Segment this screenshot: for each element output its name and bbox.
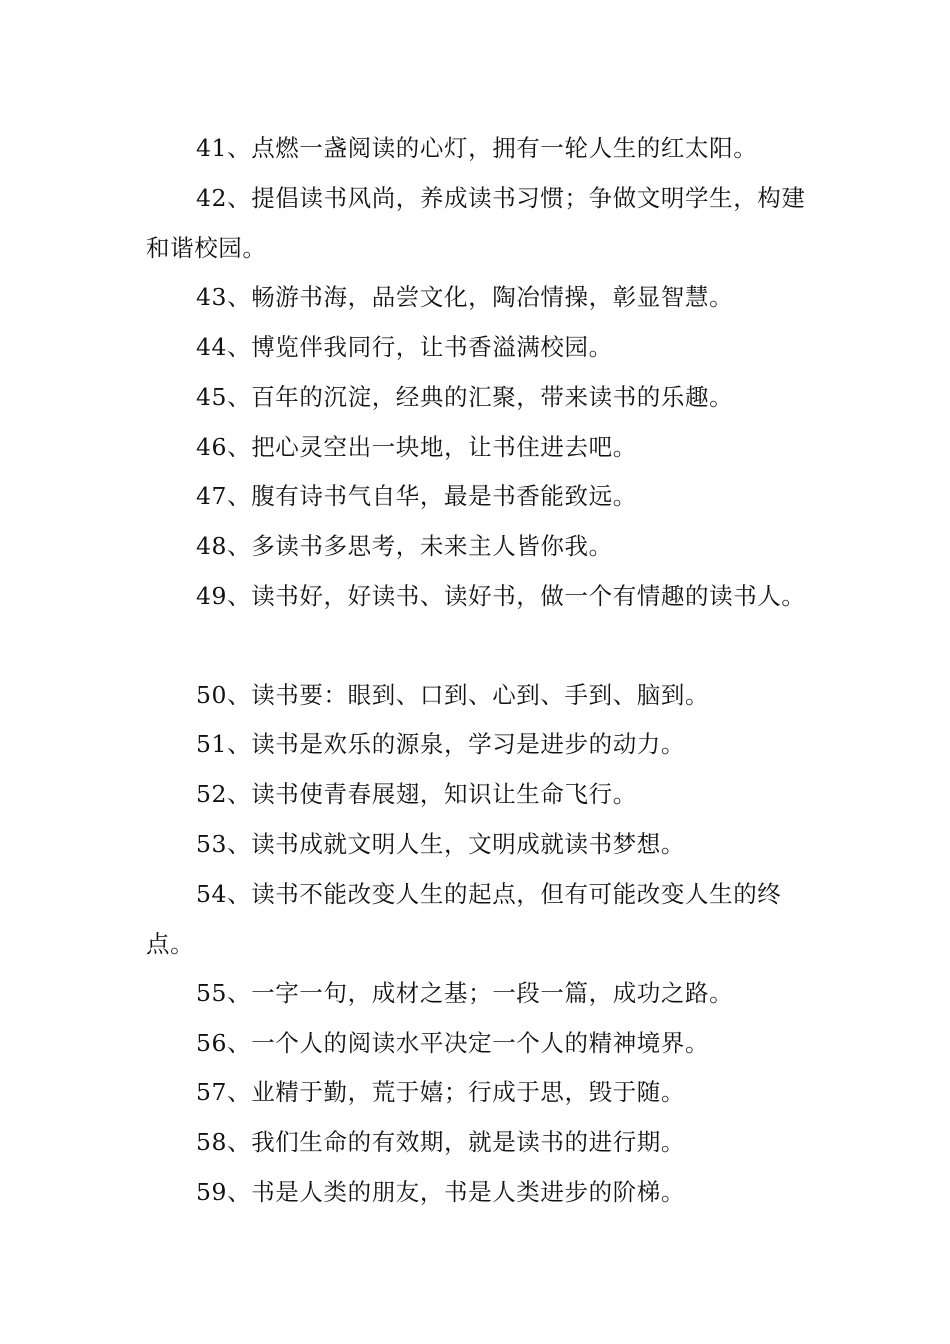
list-item: 47、腹有诗书气自华，最是书香能致远。: [196, 482, 637, 510]
list-item: 45、百年的沉淀，经典的汇聚，带来读书的乐趣。: [196, 383, 734, 411]
list-item: 50、读书要：眼到、口到、心到、手到、脑到。: [196, 681, 710, 709]
list-item: 55、一字一句，成材之基；一段一篇，成功之路。: [196, 979, 734, 1007]
list-item: 57、业精于勤，荒于嬉；行成于思，毁于随。: [196, 1078, 686, 1106]
list-item: 49、读书好，好读书、读好书，做一个有情趣的读书人。: [196, 582, 806, 610]
list-item: 51、读书是欢乐的源泉，学习是进步的动力。: [196, 730, 686, 758]
list-item: 56、一个人的阅读水平决定一个人的精神境界。: [196, 1029, 710, 1057]
list-item: 58、我们生命的有效期，就是读书的进行期。: [196, 1128, 686, 1156]
list-item: 48、多读书多思考，未来主人皆你我。: [196, 532, 613, 560]
list-item: 42、提倡读书风尚，养成读书习惯；争做文明学生，构建和谐校园。: [146, 184, 806, 262]
list-item: 52、读书使青春展翅，知识让生命飞行。: [196, 780, 637, 808]
list-item: 59、书是人类的朋友，书是人类进步的阶梯。: [196, 1178, 686, 1206]
list-item: 54、读书不能改变人生的起点，但有可能改变人生的终点。: [146, 880, 782, 958]
list-item: 53、读书成就文明人生，文明成就读书梦想。: [196, 830, 686, 858]
list-item: 43、畅游书海，品尝文化，陶冶情操，彰显智慧。: [196, 283, 734, 311]
list-item: 41、点燃一盏阅读的心灯，拥有一轮人生的红太阳。: [196, 134, 758, 162]
list-item: 44、博览伴我同行，让书香溢满校园。: [196, 333, 613, 361]
list-item: 46、把心灵空出一块地，让书住进去吧。: [196, 433, 637, 461]
